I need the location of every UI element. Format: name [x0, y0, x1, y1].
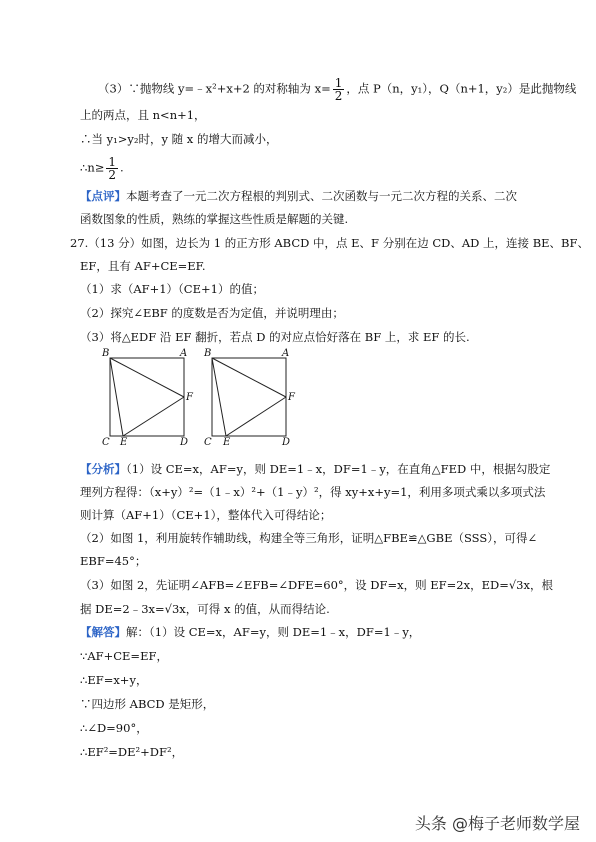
- point-label-d: D: [282, 437, 291, 448]
- point-label-d: D: [180, 437, 189, 448]
- question-line: EF，且有 AF+CE=EF.: [80, 259, 206, 273]
- solution-line: ∵四边形 ABCD 是矩形，: [80, 697, 215, 711]
- solution-line: 【解答】解：（1）设 CE=x，AF=y，则 DE=1﹣x，DF=1﹣y，: [80, 625, 421, 639]
- analysis-line: EBF=45°；: [80, 554, 147, 568]
- analysis-tag: 【分析】: [80, 462, 126, 476]
- fraction-half: $\frac{1}{2}$: [334, 76, 343, 103]
- solution-line: ∴当 y₁>y₂时，y 随 x 的增大而减小，: [80, 132, 278, 146]
- question-part: （3）将△EDF 沿 EF 翻折，若点 D 的对应点恰好落在 BF 上，求 EF 的长.: [80, 330, 470, 344]
- solution-line: ∴n≥ $\frac{1}{2}$ .: [80, 155, 124, 182]
- point-label-c: C: [102, 437, 110, 448]
- analysis-line: （3）如图 2，先证明∠AFB=∠EFB=∠DFE=60°，设 DF=x，则 EF=2x，ED=√3x，根: [80, 578, 553, 592]
- analysis-line: 则计算（AF+1）（CE+1），整体代入可得结论；: [80, 508, 332, 522]
- solution-line: ∴EF=x+y，: [80, 673, 148, 687]
- figure-1: [110, 358, 184, 436]
- analysis-line: （2）如图 1，利用旋转作辅助线，构建全等三角形，证明△FBE≌△GBE（SSS），可得∠: [80, 531, 538, 545]
- point-label-e: E: [223, 437, 231, 448]
- solution-line: ∴∠D=90°，: [80, 721, 148, 735]
- geometry-figures: [98, 348, 298, 448]
- solution-line: ∴EF²=DE²+DF²，: [80, 745, 184, 759]
- point-label-f: F: [186, 392, 193, 403]
- analysis-line: 理列方程得：（x+y）²=（1﹣x）²+（1﹣y）²，得 xy+x+y=1，利用多项式乘以多项式法: [80, 485, 546, 499]
- solution-line: 上的两点，且 n<n+1，: [80, 108, 206, 122]
- point-label-b: B: [102, 348, 110, 359]
- analysis-line: 据 DE=2﹣3x=√3x，可得 x 的值，从而得结论.: [80, 602, 330, 616]
- point-label-e: E: [120, 437, 128, 448]
- point-label-b: B: [204, 348, 212, 359]
- point-label-a: A: [180, 348, 188, 359]
- solution-line: ∵AF+CE=EF，: [80, 649, 168, 663]
- solution-tag: 【解答】: [80, 625, 126, 639]
- point-label-c: C: [204, 437, 212, 448]
- question-title: 27.（13 分）如图，边长为 1 的正方形 ABCD 中，点 E、F 分别在边 CD、AD 上，连接 BE、BF、: [70, 236, 589, 250]
- watermark: 头条 @梅子老师数学屋: [414, 814, 580, 833]
- question-part: （1）求（AF+1）（CE+1）的值；: [80, 282, 264, 296]
- question-part: （2）探究∠EBF 的度数是否为定值，并说明理由；: [80, 306, 344, 320]
- fraction-half: $\frac{1}{2}$: [108, 155, 116, 182]
- solution-line: （3）∵抛物线 y=﹣x²+x+2 的对称轴为 x= $\frac{1}{2}$ ，点 P（n，y₁），Q（n+1，y₂）是此抛物线: [98, 76, 577, 103]
- review-line: 【点评】本题考查了一元二次方程根的判别式、二次函数与一元二次方程的关系、二次: [80, 189, 517, 203]
- review-tag: 【点评】: [80, 189, 126, 203]
- review-line: 函数图象的性质，熟练的掌握这些性质是解题的关键.: [80, 212, 349, 226]
- point-label-a: A: [282, 348, 290, 359]
- analysis-line: 【分析】（1）设 CE=x，AF=y，则 DE=1﹣x，DF=1﹣y，在直角△FED 中，根据勾股定: [80, 462, 551, 476]
- point-label-f: F: [288, 392, 295, 403]
- figure-2: [212, 358, 286, 436]
